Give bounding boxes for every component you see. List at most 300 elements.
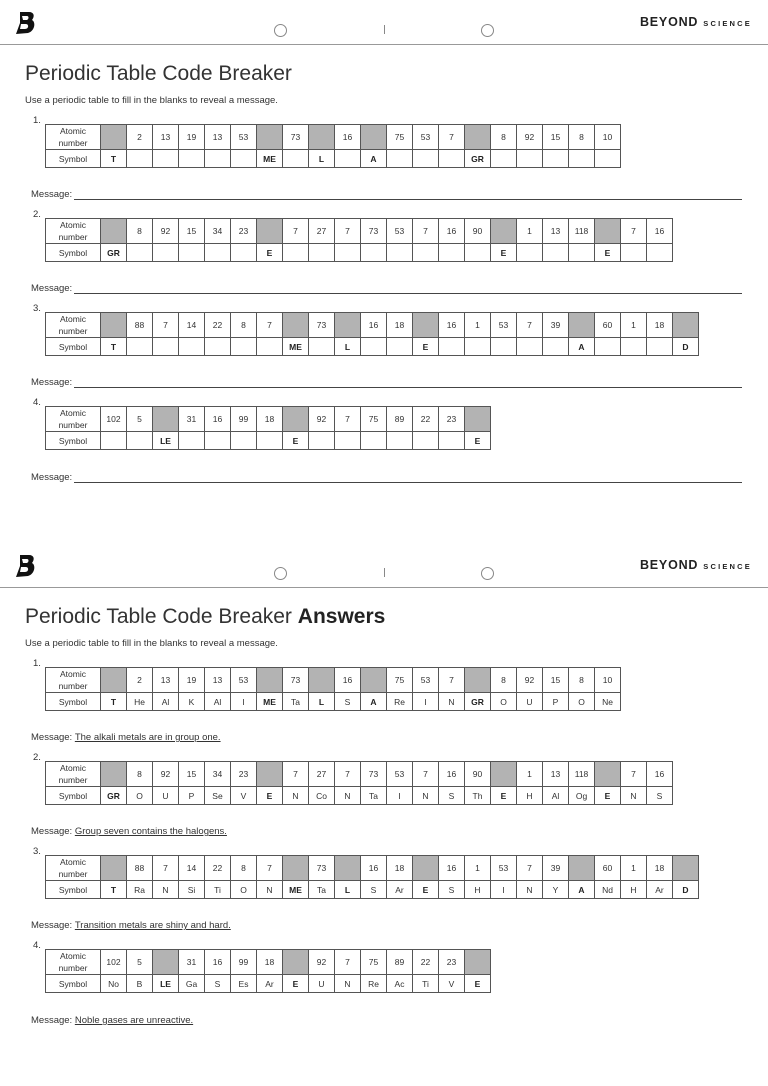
given-letters-cell: E (257, 787, 283, 805)
shaded-cell (595, 762, 621, 787)
shaded-cell (101, 313, 127, 338)
atomic-number-cell: 16 (647, 219, 673, 244)
symbol-cell: Ti (413, 975, 439, 993)
symbol-cell: S (439, 881, 465, 899)
shaded-cell (595, 219, 621, 244)
atomic-number-cell: 1 (465, 313, 491, 338)
code-table (45, 761, 673, 805)
atomic-number-cell: 60 (595, 313, 621, 338)
atomic-number-cell: 16 (335, 668, 361, 693)
symbol-cell[interactable] (647, 338, 673, 356)
given-letters-cell: L (335, 881, 361, 899)
message-line (31, 920, 742, 931)
given-letters-cell: L (309, 693, 335, 711)
symbol-cell[interactable] (127, 150, 153, 168)
atomic-number-cell: 90 (465, 219, 491, 244)
given-letters-cell: E (491, 787, 517, 805)
symbol-cell: N (621, 787, 647, 805)
symbol-cell[interactable] (205, 432, 231, 450)
given-letters-cell: E (413, 338, 439, 356)
atomic-number-cell: 8 (491, 668, 517, 693)
symbol-cell[interactable] (179, 338, 205, 356)
atomic-number-cell: 99 (231, 950, 257, 975)
code-table (45, 949, 491, 993)
atomic-number-cell: 16 (205, 407, 231, 432)
shaded-cell (153, 950, 179, 975)
symbol-cell: N (413, 787, 439, 805)
atomic-number-cell: 53 (387, 219, 413, 244)
symbol-cell[interactable] (413, 244, 439, 262)
row-header: Symbol (46, 244, 101, 262)
atomic-number-cell: 15 (179, 219, 205, 244)
brand-wordmark: BEYOND SCIENCE (639, 558, 752, 572)
atomic-number-cell: 10 (595, 125, 621, 150)
symbol-cell: S (439, 787, 465, 805)
symbol-cell[interactable] (491, 338, 517, 356)
symbol-cell: Al (153, 693, 179, 711)
atomic-number-cell: 13 (543, 219, 569, 244)
symbol-cell[interactable] (361, 338, 387, 356)
symbol-cell: Ta (361, 787, 387, 805)
atomic-number-cell: 22 (205, 313, 231, 338)
atomic-number-cell: 92 (517, 668, 543, 693)
atomic-number-cell: 2 (127, 668, 153, 693)
given-letters-cell: T (101, 693, 127, 711)
symbol-cell[interactable] (543, 244, 569, 262)
symbol-cell[interactable] (517, 244, 543, 262)
symbol-cell: P (543, 693, 569, 711)
message-answer: Group seven contains the halogens. (74, 826, 227, 837)
symbol-cell[interactable] (439, 338, 465, 356)
atomic-number-cell: 53 (491, 856, 517, 881)
atomic-number-cell: 22 (413, 407, 439, 432)
symbol-cell: S (335, 693, 361, 711)
atomic-number-cell: 53 (491, 313, 517, 338)
symbol-cell: O (491, 693, 517, 711)
symbol-cell: Ti (205, 881, 231, 899)
atomic-number-cell: 22 (413, 950, 439, 975)
beyond-b-logo-icon (14, 554, 36, 578)
atomic-number-cell: 7 (439, 668, 465, 693)
atomic-number-cell: 7 (335, 950, 361, 975)
symbol-cell[interactable] (179, 150, 205, 168)
atomic-number-cell: 18 (387, 856, 413, 881)
symbol-cell: Ne (595, 693, 621, 711)
symbol-cell[interactable] (257, 432, 283, 450)
message-line (31, 472, 742, 483)
given-letters-cell: E (595, 244, 621, 262)
row-header: Symbol (46, 881, 101, 899)
given-letters-cell: ME (283, 881, 309, 899)
atomic-number-cell: 8 (569, 668, 595, 693)
atomic-number-row (46, 219, 673, 244)
punch-hole-marker (481, 24, 494, 37)
atomic-number-cell: 16 (205, 950, 231, 975)
atomic-number-cell: 73 (283, 668, 309, 693)
message-answer: The alkali metals are in group one. (74, 732, 221, 743)
symbol-cell[interactable] (569, 150, 595, 168)
symbol-cell[interactable] (361, 432, 387, 450)
symbol-cell: K (179, 693, 205, 711)
atomic-number-cell: 73 (361, 762, 387, 787)
shaded-cell (101, 219, 127, 244)
symbol-cell[interactable] (231, 432, 257, 450)
atomic-number-cell: 73 (309, 313, 335, 338)
symbol-cell[interactable] (543, 338, 569, 356)
given-letters-cell: L (335, 338, 361, 356)
message-answer-blank[interactable] (74, 284, 742, 294)
atomic-number-cell: 16 (439, 219, 465, 244)
atomic-number-cell: 92 (153, 762, 179, 787)
symbol-cell[interactable] (517, 150, 543, 168)
symbol-cell[interactable] (439, 432, 465, 450)
symbol-cell: N (283, 787, 309, 805)
symbol-cell[interactable] (335, 244, 361, 262)
message-answer: Noble gases are unreactive. (74, 1015, 194, 1026)
symbol-cell: Al (205, 693, 231, 711)
atomic-number-cell: 73 (361, 219, 387, 244)
atomic-number-cell: 10 (595, 668, 621, 693)
shaded-cell (283, 856, 309, 881)
shaded-cell (101, 668, 127, 693)
atomic-number-cell: 73 (283, 125, 309, 150)
shaded-cell (335, 313, 361, 338)
symbol-cell[interactable] (309, 432, 335, 450)
row-header: Symbol (46, 693, 101, 711)
message-answer-blank[interactable] (74, 378, 742, 388)
atomic-number-cell: 53 (231, 125, 257, 150)
given-letters-cell: T (101, 150, 127, 168)
atomic-number-cell: 102 (101, 407, 127, 432)
atomic-number-row (46, 313, 699, 338)
atomic-number-cell: 31 (179, 950, 205, 975)
shaded-cell (569, 856, 595, 881)
atomic-number-cell: 15 (543, 125, 569, 150)
symbol-cell: Re (387, 693, 413, 711)
symbol-cell[interactable] (361, 244, 387, 262)
symbol-row (46, 787, 673, 805)
atomic-number-cell: 7 (257, 856, 283, 881)
symbol-cell[interactable] (205, 338, 231, 356)
symbol-cell: Y (543, 881, 569, 899)
shaded-cell (153, 407, 179, 432)
shaded-cell (569, 313, 595, 338)
atomic-number-cell: 14 (179, 856, 205, 881)
symbol-cell: S (205, 975, 231, 993)
symbol-cell[interactable] (231, 150, 257, 168)
symbol-cell: H (621, 881, 647, 899)
symbol-cell[interactable] (309, 244, 335, 262)
atomic-number-cell: 27 (309, 219, 335, 244)
symbol-cell[interactable] (101, 432, 127, 450)
atomic-number-cell: 19 (179, 125, 205, 150)
atomic-number-cell: 39 (543, 313, 569, 338)
symbol-cell: He (127, 693, 153, 711)
symbol-cell: Ra (127, 881, 153, 899)
row-header: Symbol (46, 975, 101, 993)
symbol-cell: Es (231, 975, 257, 993)
shaded-cell (257, 125, 283, 150)
shaded-cell (361, 668, 387, 693)
atomic-number-cell: 15 (543, 668, 569, 693)
atomic-number-row (46, 125, 621, 150)
atomic-number-cell: 7 (283, 762, 309, 787)
atomic-number-cell: 7 (439, 125, 465, 150)
given-letters-cell: A (361, 693, 387, 711)
given-letters-cell: GR (465, 150, 491, 168)
symbol-cell[interactable] (205, 150, 231, 168)
atomic-number-cell: 8 (231, 856, 257, 881)
message-line (31, 732, 742, 743)
shaded-cell (257, 219, 283, 244)
symbol-cell: I (491, 881, 517, 899)
atomic-number-cell: 7 (153, 313, 179, 338)
answers-page (0, 543, 768, 1086)
message-line (31, 283, 742, 294)
symbol-cell: N (517, 881, 543, 899)
atomic-number-cell: 75 (361, 950, 387, 975)
symbol-cell[interactable] (387, 432, 413, 450)
atomic-number-cell: 13 (543, 762, 569, 787)
symbol-cell: Nd (595, 881, 621, 899)
shaded-cell (361, 125, 387, 150)
shaded-cell (101, 125, 127, 150)
shaded-cell (465, 668, 491, 693)
header-divider (0, 587, 768, 588)
shaded-cell (101, 762, 127, 787)
symbol-cell: Si (179, 881, 205, 899)
symbol-cell: Ar (647, 881, 673, 899)
atomic-number-cell: 92 (309, 407, 335, 432)
symbol-cell[interactable] (153, 338, 179, 356)
message-line (31, 1015, 742, 1026)
symbol-cell[interactable] (231, 338, 257, 356)
symbol-cell: I (387, 787, 413, 805)
shaded-cell (335, 856, 361, 881)
symbol-cell[interactable] (647, 244, 673, 262)
symbol-cell: V (439, 975, 465, 993)
atomic-number-cell: 8 (231, 313, 257, 338)
symbol-cell: N (439, 693, 465, 711)
symbol-cell: Ta (283, 693, 309, 711)
row-header: Atomic number (46, 407, 101, 432)
shaded-cell (413, 856, 439, 881)
given-letters-cell: D (673, 881, 699, 899)
message-label: Message: (31, 472, 73, 483)
given-letters-cell: E (413, 881, 439, 899)
symbol-cell[interactable] (153, 150, 179, 168)
given-letters-cell: ME (283, 338, 309, 356)
row-header: Symbol (46, 787, 101, 805)
shaded-cell (673, 856, 699, 881)
symbol-cell: Ac (387, 975, 413, 993)
message-label: Message: (31, 283, 73, 294)
shaded-cell (465, 407, 491, 432)
row-header: Symbol (46, 150, 101, 168)
atomic-number-cell: 89 (387, 407, 413, 432)
atomic-number-cell: 75 (361, 407, 387, 432)
given-letters-cell: ME (257, 693, 283, 711)
center-mark (384, 568, 385, 577)
atomic-number-cell: 23 (439, 950, 465, 975)
atomic-number-cell: 75 (387, 125, 413, 150)
atomic-number-cell: 16 (439, 762, 465, 787)
page-title: Periodic Table Code Breaker Answers (25, 605, 386, 628)
symbol-cell[interactable] (413, 150, 439, 168)
message-line (31, 189, 742, 200)
given-letters-cell: E (465, 432, 491, 450)
symbol-cell[interactable] (309, 338, 335, 356)
atomic-number-cell: 102 (101, 950, 127, 975)
atomic-number-cell: 60 (595, 856, 621, 881)
message-label: Message: (31, 826, 73, 837)
symbol-cell[interactable] (569, 244, 595, 262)
given-letters-cell: E (465, 975, 491, 993)
symbol-cell[interactable] (621, 338, 647, 356)
message-answer-blank[interactable] (74, 190, 742, 200)
atomic-number-cell: 8 (569, 125, 595, 150)
code-table (45, 855, 699, 899)
atomic-number-cell: 7 (283, 219, 309, 244)
atomic-number-cell: 13 (205, 668, 231, 693)
shaded-cell (257, 668, 283, 693)
symbol-cell: N (257, 881, 283, 899)
symbol-cell: I (413, 693, 439, 711)
symbol-cell[interactable] (335, 150, 361, 168)
symbol-cell[interactable] (491, 150, 517, 168)
given-letters-cell: A (569, 881, 595, 899)
atomic-number-cell: 88 (127, 856, 153, 881)
symbol-cell: H (517, 787, 543, 805)
atomic-number-cell: 18 (387, 313, 413, 338)
atomic-number-row (46, 856, 699, 881)
atomic-number-cell: 16 (361, 856, 387, 881)
symbol-cell[interactable] (283, 150, 309, 168)
code-table (45, 218, 673, 262)
symbol-cell[interactable] (439, 150, 465, 168)
center-mark (384, 25, 385, 34)
atomic-number-cell: 13 (153, 125, 179, 150)
symbol-cell[interactable] (387, 150, 413, 168)
atomic-number-cell: 1 (517, 762, 543, 787)
symbol-cell[interactable] (127, 338, 153, 356)
atomic-number-cell: 90 (465, 762, 491, 787)
symbol-cell: U (153, 787, 179, 805)
symbol-cell: U (517, 693, 543, 711)
symbol-cell[interactable] (621, 244, 647, 262)
atomic-number-cell: 34 (205, 762, 231, 787)
symbol-cell: Og (569, 787, 595, 805)
question-number: 2. (33, 752, 41, 763)
symbol-cell[interactable] (283, 244, 309, 262)
atomic-number-row (46, 762, 673, 787)
shaded-cell (491, 762, 517, 787)
given-letters-cell: GR (101, 787, 127, 805)
symbol-cell[interactable] (335, 432, 361, 450)
symbol-cell[interactable] (465, 338, 491, 356)
symbol-cell[interactable] (231, 244, 257, 262)
atomic-number-cell: 18 (647, 856, 673, 881)
shaded-cell (283, 950, 309, 975)
symbol-cell[interactable] (595, 150, 621, 168)
symbol-cell[interactable] (387, 338, 413, 356)
shaded-cell (257, 762, 283, 787)
atomic-number-cell: 8 (127, 219, 153, 244)
symbol-cell: H (465, 881, 491, 899)
symbol-cell[interactable] (439, 244, 465, 262)
atomic-number-cell: 92 (153, 219, 179, 244)
symbol-cell: No (101, 975, 127, 993)
symbol-cell[interactable] (179, 244, 205, 262)
given-letters-cell: A (361, 150, 387, 168)
symbol-cell[interactable] (543, 150, 569, 168)
atomic-number-row (46, 950, 491, 975)
symbol-cell[interactable] (465, 244, 491, 262)
symbol-cell[interactable] (387, 244, 413, 262)
symbol-cell[interactable] (257, 338, 283, 356)
symbol-cell[interactable] (153, 244, 179, 262)
given-letters-cell: T (101, 881, 127, 899)
message-line (31, 826, 742, 837)
message-answer-blank[interactable] (74, 473, 742, 483)
atomic-number-cell: 7 (621, 219, 647, 244)
symbol-cell: U (309, 975, 335, 993)
atomic-number-cell: 7 (413, 762, 439, 787)
given-letters-cell: E (491, 244, 517, 262)
message-answer: Transition metals are shiny and hard. (74, 920, 231, 931)
shaded-cell (465, 950, 491, 975)
atomic-number-cell: 1 (517, 219, 543, 244)
atomic-number-cell: 89 (387, 950, 413, 975)
atomic-number-cell: 53 (413, 125, 439, 150)
symbol-cell: O (231, 881, 257, 899)
code-table (45, 406, 491, 450)
given-letters-cell: LE (153, 432, 179, 450)
symbol-cell[interactable] (179, 432, 205, 450)
message-label: Message: (31, 377, 73, 388)
atomic-number-cell: 99 (231, 407, 257, 432)
symbol-cell[interactable] (127, 432, 153, 450)
given-letters-cell: D (673, 338, 699, 356)
atomic-number-cell: 8 (127, 762, 153, 787)
code-table (45, 124, 621, 168)
symbol-cell: S (361, 881, 387, 899)
given-letters-cell: E (283, 975, 309, 993)
shaded-cell (413, 313, 439, 338)
brand-wordmark: BEYOND SCIENCE (639, 15, 752, 29)
given-letters-cell: L (309, 150, 335, 168)
atomic-number-cell: 7 (153, 856, 179, 881)
atomic-number-cell: 13 (153, 668, 179, 693)
atomic-number-cell: 16 (439, 313, 465, 338)
atomic-number-cell: 23 (231, 762, 257, 787)
symbol-cell[interactable] (205, 244, 231, 262)
symbol-cell: Re (361, 975, 387, 993)
instructions: Use a periodic table to fill in the blanks to reveal a message. (25, 95, 278, 106)
symbol-cell[interactable] (595, 338, 621, 356)
symbol-cell[interactable] (517, 338, 543, 356)
symbol-cell: Al (543, 787, 569, 805)
given-letters-cell: E (257, 244, 283, 262)
atomic-number-cell: 7 (413, 219, 439, 244)
given-letters-cell: E (283, 432, 309, 450)
atomic-number-cell: 23 (439, 407, 465, 432)
symbol-cell[interactable] (127, 244, 153, 262)
symbol-cell: N (335, 787, 361, 805)
symbol-cell[interactable] (413, 432, 439, 450)
atomic-number-cell: 53 (231, 668, 257, 693)
atomic-number-cell: 23 (231, 219, 257, 244)
